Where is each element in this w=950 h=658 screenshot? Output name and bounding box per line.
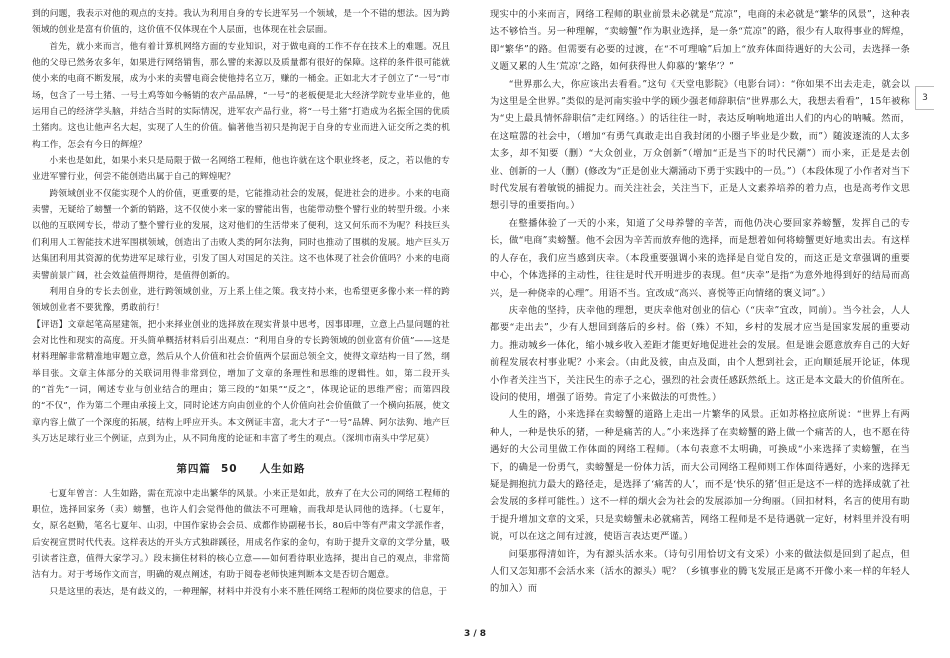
page-number: 3 / 8 (463, 629, 487, 639)
essay-title-prefix: 第四篇 (176, 463, 211, 476)
right-paragraph-5: 人生的路，小来选择在卖螃蟹的道路上走出一片繁华的风景。正如苏格拉底所说：“世界上有两种人，一种是快乐的猪，一种是痛苦的人。”小来选择了在卖螃蟹的路上做一个痛苦的人，也不愿在待遇好的大公司里做工作体面的网络工程师。（本句表意不太明确，可换成“小来选择了卖螃蟹，在当下，的确是一份勇气，卖螃蟹是一份体力活，而大公司网络工程师则工作体面待遇好，小来的选择无疑是拥抱抗力最大的路径走，是选择了‘痛苦的人’，而不是‘快乐的猪’但正是这不一样的选择成就了社会发展的多样可能性。）这不一样的烟火会为社会的发展添加一分绚丽。（回扣材料，名言的使用有助于提升增加文章的文采，只是卖螃蟹未必就痛苦，网络工程师是不是待遇就一定好，材料里并没有明说，可以在这之间有过渡，使语言表达更严谨。） (490, 409, 910, 543)
left-paragraph-4: 跨领域创业不仅能实现个人的价值，更重要的是，它能推动社会的发展，促进社会的进步。小来的电商卖譬，无疑给了螃蟹一个新的销路，这不仅使小来一家的譬能出售，也能带动整个譬行业的转型升级。小来以他的互联网专长，带动了整个譬行业的发展，这对他们的生活带来了便利，这又何乐而不为呢？科技巨头们利用人工智能技术进军围棋领域，创造出了击败人类的阿尔法狗，同时也推动了围棋的发展。地产巨头万达集团利用其资源的优势进军足球行业，引发了国人对国足的关注。这不也体现了社会价值吗？小来的电商卖譬前景广阔，社会效益值得期待，是值得创新的。 (32, 188, 450, 281)
column-divider (470, 6, 471, 628)
right-column (490, 6, 910, 598)
essay-title (32, 461, 450, 477)
right-paragraph-3: 在整播体验了一天的小来，知道了父母养譬的辛苦，而他仍决心要回家养螃蟹，发挥自己的专长，做“电商”卖螃蟹。他不会因为辛苦而放弃他的选择，而是想着如何将螃蟹更好地卖出去。有这样的人存在，我们应当感到庆幸。（本段重要强调小来的选择是自觉自发的，而这正是文章强调的重要中心，个体选择的主动性，往往是时代开明进步的表现。但“庆幸”是指“为意外地得到好的结局而高兴，是一种侥幸的心理”。用语不当。宜改成“高兴、喜悦等正向情绪的褒义词”。） (490, 217, 910, 299)
commentary-paragraph (32, 317, 450, 448)
commentary-text: 文章起笔高屋建瓴，把小来择业创业的选择放在现实背景中思考，因事即理，立意上凸显问题的社会对比性和现实的高度。开头简单概括材料后引出观点：“利用自身的专长跨领域的创业富有价值”——这是材料理解非常精准地审题立意，然后从个人价值和社会价值两个层面总领全文，使得文章结构一目了然，纲举目张。文章主体部分的关联词用得非常到位，增加了文章的条理性和思维的逻辑性。如，第二段开头的“首先”一词，阐述专业与创业结合的理由；第三段的“如果”“反之”，体现论证的思维严密；而第四段的“不仅”，作为第二个理由承接上文，同时论述方向由创业的个人价值向社会价值做了一个横向拓展，使文章内容上做了一个深度的拓展，结构上呼应开头。本文例证丰富，北大才子“一号”品牌、阿尔法狗、地产巨头万达足球行业三个例证，点到为止，从不同角度的论证和丰富了考生的观点。（深圳市南头中学尼莫） (32, 319, 451, 444)
right-paragraph-4: 庆幸他的坚持，庆幸他的理想，更庆幸他对创业的信心（“庆幸”宜改，同前）。当今社会，人人都要“走出去”，少有人想回到落后的乡村。俗（殊）不知，乡村的发展才应当是国家发展的重要动力。推动城乡一体化，缩小城乡收入差距才能更好地促进社会的发展。但是谁会愿意放弃自己的大好前程发展农村事业呢？小来会。（由此及彼，由点及面，由个人想到社会，正向顺延展开论证，体现小作者关注当下，关注民生的赤子之心，强烈的社会责任感跃然纸上。这正是本文最大的价值所在。设问的使用，增强了语势。肯定了小来做法的可贵性。） (490, 304, 910, 403)
right-paragraph-6: 问渠那得清如许，为有源头活水来。（诗句引用恰切文有文采）小来的做法似是回到了起点，但人们又怎知那不会活水来（活水的源头）呢？（乡镇事业的腾飞发展正是离不开像小来一样的年轻人的加入）而 (490, 548, 910, 595)
right-paragraph-1: 现实中的小来而言，网络工程师的职业前景未必就是“荒凉”，电商的未必就是“繁华的风景”，这种表达不够恰当。另一种理解，“卖螃蟹”作为职业选择，是一条“荒凉”的路，很少有人取得事业的辉煌，即“繁华”的路。但需要有必要的过渡，在“不可理喻”后加上“放弃体面待遇好的大公司，去选择一条义题又累的人生‘荒凉’之路，如何获得世人仰慕的‘繁华’？” (490, 9, 910, 73)
side-page-marker: 3 (915, 86, 934, 110)
essay-title-text: 人生如路 (259, 463, 306, 476)
left-paragraph-3: 小来也是如此，如果小来只是局限于做一名网络工程师，他也许就在这个职业终老，反之，若以他的专业进军譬行业，何尝不能创造出属于自己的辉煌呢？ (32, 156, 450, 183)
right-paragraph-2: “世界那么大，你应该出去看看。”这句《天堂电影院》（电影台词）：“你如果不出去走走，就会以为这里是全世界。”类似的是河南实验中学的顾少强老师辞职信“世界那么大，我想去看看”，15年被称为“史上最具情怀辞职信”走红网络。）的话往往一时，表达反响响地道出人们的内心的呐喊。然而，在这喧嚣的社会中，（增加“有勇气真敢走出自我封闭的小圈子毕业是少数，而”）随波逐流的人太多太多，却不知要（删）“大众创业，万众创新”（增加“正是当下的时代民潮”）而小来，正是是去创业、创新的一人（删）(修改为“正是创业大潮涌动下勇于实践中的一员。”）（本段体现了小作者对当下时代发展有着敏锐的捕捉力。而关注社会，关注当下，正是人文素养培养的着力点，也是高考作文思想引导的重要指向。） (490, 78, 910, 212)
essay-title-number: 50 (220, 463, 238, 476)
commentary-tag: 【评语】 (32, 319, 68, 330)
left-column (32, 6, 450, 600)
left-paragraph-5: 利用自身的专长去创业，进行跨领域创业，万上系上佳之策。我支持小来，也希望更多像小来一样的跨领域创业者不要犹豫，勇敢前行！ (32, 286, 450, 314)
left-paragraph-1: 到的问题，我表示对他的观点的支持。我认为利用自身的专长进军另一个领域，是一个不错的想法。因为跨领域的创业是富有价值的，这价值不仅体现在个人层面，也体现在社会层面。 (32, 9, 450, 36)
left-paragraph-6: 七夏年曾言：人生如路，需在荒凉中走出繁华的风景。小来正是如此，放弃了在大公司的网络工程师的职位，选择回家务（卖）螃蟹，也许人们会觉得他的做法不可理喻，而我却是认同他的选择。（七夏年，女，原名赵勤，笔名七夏年、山羽，中国作家协会会员、成都作协副秘书长，80后中等有严肃文学派作者，后安视宣贯时代代表。这样表达的开头方式独辟蹊径，用成名作家的金句，有助于提升文章的文学分量，吸引读者注意，值得大家学习。）段末摘住材料的核心立意——如何看待职业选择，提出自己的观点，非常简洁有力。对于考场作文而言，明确的观点阐述，有助于阅卷老师快速判断本文是否切合题意。 (32, 488, 450, 581)
left-paragraph-7: 只是这里的表达，是有歧义的，一种理解，材料中并没有小来不胜任网络工程师的岗位要求的信息，于 (49, 586, 448, 597)
left-paragraph-2: 首先，就小来而言，他有着计算机网络方面的专业知识，对于做电商的工作不存在技术上的难题。况且他的父母已然务农多年，如果进行网络销售，那么譬的来源以及质量都有很好的保障。这样的条件很可能就使小来的电商不断发展，成为小来的卖譬电商会使他持名立万，赚的一桶金。正如北大才子创立了“一号”市场，包含了一号土猪、一号土鸡等如今畅销的农产品品牌，“一号”的老板便是北大经济学院专业毕业的，他运用自己的经济学头脑，并结合当时的实际情况，进军农产品行业，将“一号土猪”打造成为名振全国的优质土猪肉。这也让他声名大起，实现了人生的价值。偏著他当初只是拘泥于自身的专业而进入证交所之类的机构工作，怎会有今日的辉煌？ (32, 41, 450, 150)
